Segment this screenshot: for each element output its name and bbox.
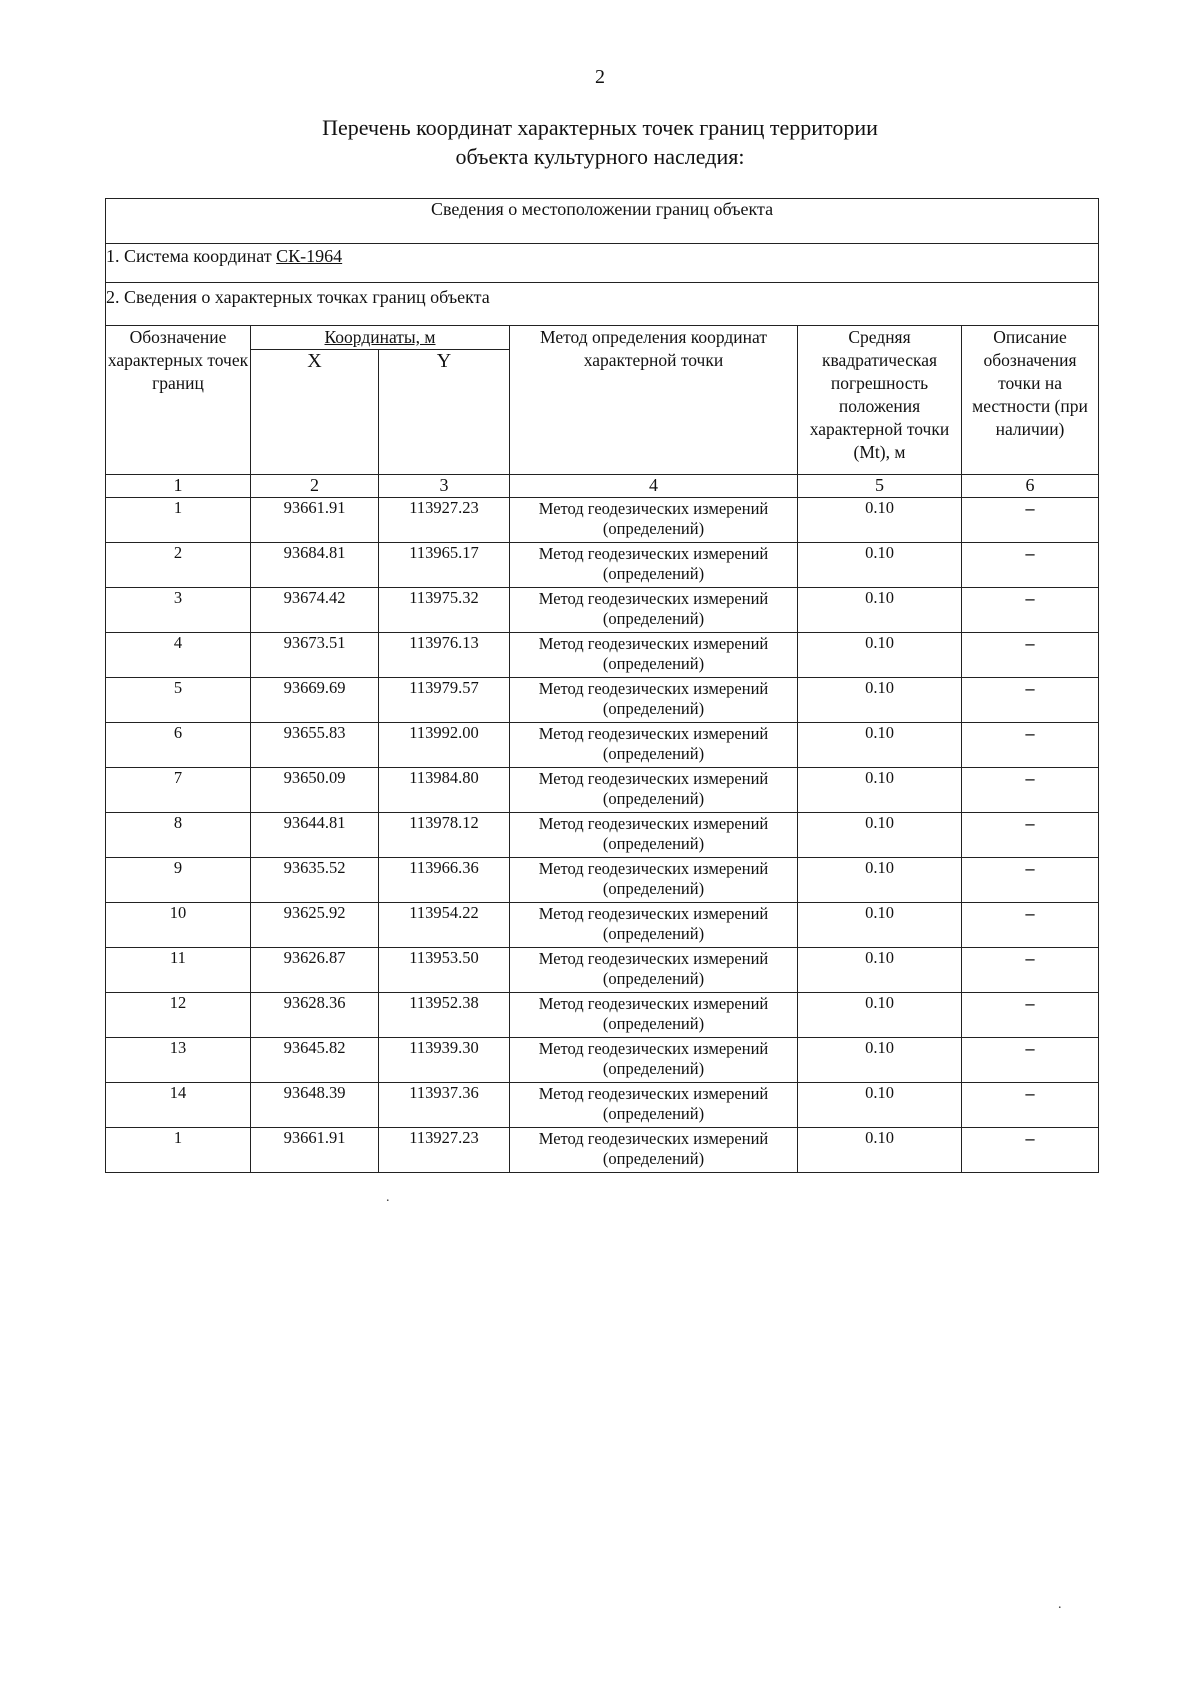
error-cell: 0.10 <box>798 813 962 858</box>
method-cell: Метод геодезических измерений (определений) <box>510 588 798 633</box>
y-cell: 113953.50 <box>379 948 510 993</box>
column-number: 5 <box>798 475 962 498</box>
y-cell: 113966.36 <box>379 858 510 903</box>
point-cell: 10 <box>106 903 251 948</box>
description-cell: – <box>962 498 1099 543</box>
title-line-1: Перечень координат характерных точек границ территории <box>322 115 878 140</box>
table-row <box>106 633 1099 678</box>
y-cell: 113979.57 <box>379 678 510 723</box>
coordinate-system-label: 1. Система координат <box>106 246 277 266</box>
error-cell: 0.10 <box>798 858 962 903</box>
table-row <box>106 858 1099 903</box>
description-cell: – <box>962 678 1099 723</box>
y-cell: 113937.36 <box>379 1083 510 1128</box>
description-cell: – <box>962 768 1099 813</box>
method-cell: Метод геодезических измерений (определений) <box>510 1083 798 1128</box>
table-row <box>106 543 1099 588</box>
description-cell: – <box>962 633 1099 678</box>
error-cell: 0.10 <box>798 678 962 723</box>
column-number: 3 <box>379 475 510 498</box>
y-cell: 113984.80 <box>379 768 510 813</box>
description-cell: – <box>962 588 1099 633</box>
table-row <box>106 678 1099 723</box>
x-cell: 93626.87 <box>251 948 379 993</box>
y-cell: 113954.22 <box>379 903 510 948</box>
table-row <box>106 903 1099 948</box>
y-cell: 113952.38 <box>379 993 510 1038</box>
point-cell: 1 <box>106 498 251 543</box>
error-cell: 0.10 <box>798 543 962 588</box>
x-cell: 93644.81 <box>251 813 379 858</box>
x-cell: 93635.52 <box>251 858 379 903</box>
table-row <box>106 498 1099 543</box>
x-cell: 93669.69 <box>251 678 379 723</box>
point-cell: 14 <box>106 1083 251 1128</box>
x-cell: 93648.39 <box>251 1083 379 1128</box>
table-row <box>106 1083 1099 1128</box>
header-coordinates: Координаты, м <box>251 326 510 350</box>
header-x: X <box>251 350 379 475</box>
error-cell: 0.10 <box>798 1128 962 1173</box>
table-row <box>106 993 1099 1038</box>
description-cell: – <box>962 1083 1099 1128</box>
coordinates-table <box>105 198 1099 1173</box>
point-cell: 12 <box>106 993 251 1038</box>
header-y: Y <box>379 350 510 475</box>
error-cell: 0.10 <box>798 723 962 768</box>
scan-mark: . <box>1058 1597 1062 1612</box>
header-designation: Обозначение характерных точек границ <box>106 326 251 475</box>
point-cell: 4 <box>106 633 251 678</box>
method-cell: Метод геодезических измерений (определений) <box>510 543 798 588</box>
point-cell: 8 <box>106 813 251 858</box>
table-row <box>106 723 1099 768</box>
method-cell: Метод геодезических измерений (определений) <box>510 993 798 1038</box>
y-cell: 113992.00 <box>379 723 510 768</box>
point-cell: 1 <box>106 1128 251 1173</box>
y-cell: 113927.23 <box>379 498 510 543</box>
method-cell: Метод геодезических измерений (определений) <box>510 678 798 723</box>
x-cell: 93628.36 <box>251 993 379 1038</box>
error-cell: 0.10 <box>798 1038 962 1083</box>
method-cell: Метод геодезических измерений (определений) <box>510 813 798 858</box>
column-number: 2 <box>251 475 379 498</box>
method-cell: Метод геодезических измерений (определений) <box>510 768 798 813</box>
error-cell: 0.10 <box>798 1083 962 1128</box>
description-cell: – <box>962 723 1099 768</box>
point-cell: 7 <box>106 768 251 813</box>
point-cell: 5 <box>106 678 251 723</box>
coordinate-system <box>106 244 1099 283</box>
column-numbers-row <box>106 475 1099 498</box>
point-cell: 6 <box>106 723 251 768</box>
header-description: Описание обозначения точки на местности (при наличии) <box>962 326 1099 475</box>
y-cell: 113939.30 <box>379 1038 510 1083</box>
method-cell: Метод геодезических измерений (определений) <box>510 903 798 948</box>
point-cell: 2 <box>106 543 251 588</box>
method-cell: Метод геодезических измерений (определений) <box>510 498 798 543</box>
table-caption: Сведения о местоположении границ объекта <box>106 199 1099 244</box>
section-2-heading: 2. Сведения о характерных точках границ объекта <box>106 283 1099 326</box>
y-cell: 113978.12 <box>379 813 510 858</box>
header-method: Метод определения координат характерной точки <box>510 326 798 475</box>
x-cell: 93661.91 <box>251 1128 379 1173</box>
error-cell: 0.10 <box>798 993 962 1038</box>
point-cell: 13 <box>106 1038 251 1083</box>
error-cell: 0.10 <box>798 768 962 813</box>
table-row <box>106 768 1099 813</box>
method-cell: Метод геодезических измерений (определений) <box>510 1038 798 1083</box>
header-error-text: Средняя квадратическая погрешность положения характерной точки (Mt), м <box>809 327 950 462</box>
table-row <box>106 1128 1099 1173</box>
method-cell: Метод геодезических измерений (определений) <box>510 948 798 993</box>
y-cell: 113927.23 <box>379 1128 510 1173</box>
method-cell: Метод геодезических измерений (определений) <box>510 858 798 903</box>
x-cell: 93650.09 <box>251 768 379 813</box>
error-cell: 0.10 <box>798 498 962 543</box>
description-cell: – <box>962 993 1099 1038</box>
column-number: 4 <box>510 475 798 498</box>
y-cell: 113975.32 <box>379 588 510 633</box>
method-cell: Метод геодезических измерений (определений) <box>510 1128 798 1173</box>
description-cell: – <box>962 1128 1099 1173</box>
x-cell: 93655.83 <box>251 723 379 768</box>
table-row <box>106 1038 1099 1083</box>
scan-mark: . <box>386 1190 390 1205</box>
method-cell: Метод геодезических измерений (определений) <box>510 723 798 768</box>
description-cell: – <box>962 1038 1099 1083</box>
description-cell: – <box>962 948 1099 993</box>
coordinate-system-value: СК-1964 <box>276 246 343 266</box>
method-cell: Метод геодезических измерений (определений) <box>510 633 798 678</box>
page-number: 2 <box>595 66 605 88</box>
point-cell: 11 <box>106 948 251 993</box>
header-error <box>798 326 962 475</box>
error-cell: 0.10 <box>798 633 962 678</box>
x-cell: 93645.82 <box>251 1038 379 1083</box>
column-number: 6 <box>962 475 1099 498</box>
description-cell: – <box>962 813 1099 858</box>
description-cell: – <box>962 903 1099 948</box>
description-cell: – <box>962 858 1099 903</box>
error-cell: 0.10 <box>798 948 962 993</box>
x-cell: 93673.51 <box>251 633 379 678</box>
point-cell: 9 <box>106 858 251 903</box>
table-row <box>106 813 1099 858</box>
y-cell: 113965.17 <box>379 543 510 588</box>
x-cell: 93684.81 <box>251 543 379 588</box>
point-cell: 3 <box>106 588 251 633</box>
description-cell: – <box>962 543 1099 588</box>
title-line-2: объекта культурного наследия: <box>455 144 745 169</box>
table-row <box>106 948 1099 993</box>
document-title <box>0 113 1200 171</box>
table-row <box>106 588 1099 633</box>
column-number: 1 <box>106 475 251 498</box>
y-cell: 113976.13 <box>379 633 510 678</box>
x-cell: 93661.91 <box>251 498 379 543</box>
error-cell: 0.10 <box>798 903 962 948</box>
x-cell: 93674.42 <box>251 588 379 633</box>
x-cell: 93625.92 <box>251 903 379 948</box>
error-cell: 0.10 <box>798 588 962 633</box>
